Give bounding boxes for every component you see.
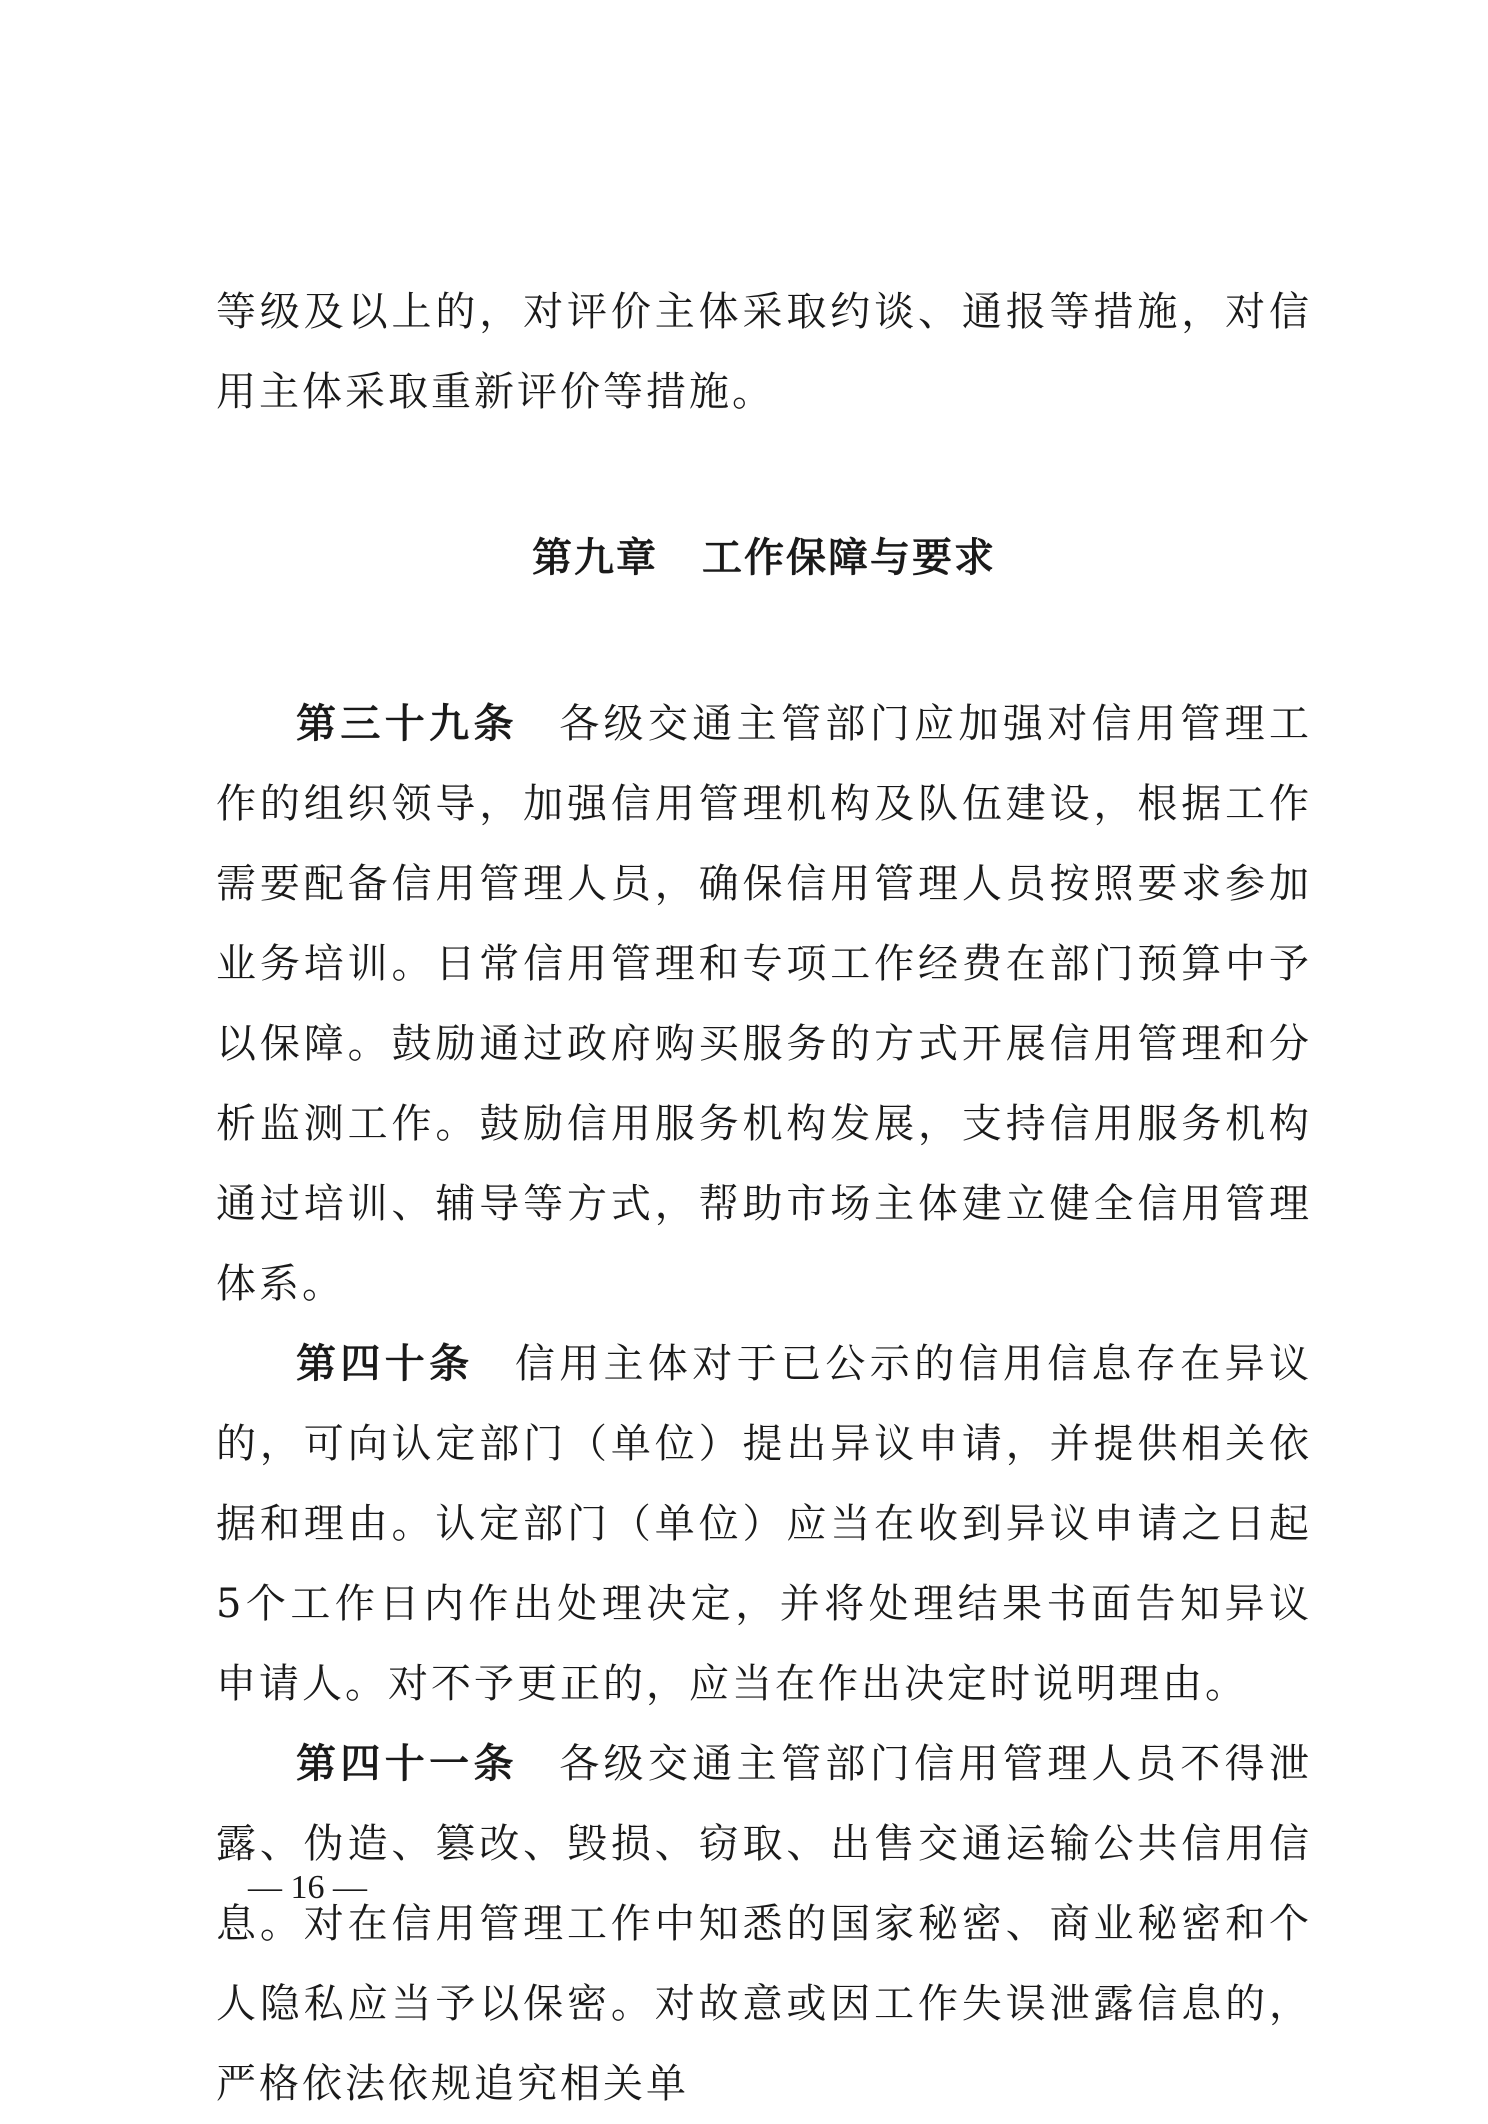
article-text: 各级交通主管部门信用管理人员不得泄露、伪造、篡改、毁损、窃取、出售交通运输公共信用信息。对在信用管理工作中知悉的国家秘密、商业秘密和个人隐私应当予以保密。对故意或因工作失误泄露信息的，严格依法依规追究相关单 bbox=[216, 1741, 1313, 2107]
page-number: — 16 — bbox=[248, 1869, 367, 1906]
article-heading: 第三十九条 bbox=[296, 701, 518, 747]
page-body bbox=[216, 272, 1312, 2124]
chapter-heading bbox=[216, 528, 1312, 588]
chapter-title: 工作保障与要求 bbox=[702, 535, 996, 581]
article-41 bbox=[216, 1724, 1312, 2124]
article-heading: 第四十条 bbox=[296, 1341, 474, 1387]
article-heading: 第四十一条 bbox=[296, 1741, 518, 1787]
article-text: 各级交通主管部门应加强对信用管理工作的组织领导，加强信用管理机构及队伍建设，根据工作需要配备信用管理人员，确保信用管理人员按照要求参加业务培训。日常信用管理和专项工作经费在部门预算中予以保障。鼓励通过政府购买服务的方式开展信用管理和分析监测工作。鼓励信用服务机构发展，支持信用服务机构通过培训、辅导等方式，帮助市场主体建立健全信用管理体系。 bbox=[216, 701, 1313, 1307]
article-text: 信用主体对于已公示的信用信息存在异议的，可向认定部门（单位）提出异议申请，并提供相关依据和理由。认定部门（单位）应当在收到异议申请之日起5个工作日内作出处理决定，并将处理结果书面告知异议申请人。对不予更正的，应当在作出决定时说明理由。 bbox=[216, 1341, 1313, 1707]
article-40 bbox=[216, 1324, 1312, 1724]
article-39 bbox=[216, 684, 1312, 1324]
chapter-number: 第九章 bbox=[532, 535, 658, 581]
continuation-paragraph: 等级及以上的，对评价主体采取约谈、通报等措施，对信用主体采取重新评价等措施。 bbox=[216, 289, 1312, 415]
